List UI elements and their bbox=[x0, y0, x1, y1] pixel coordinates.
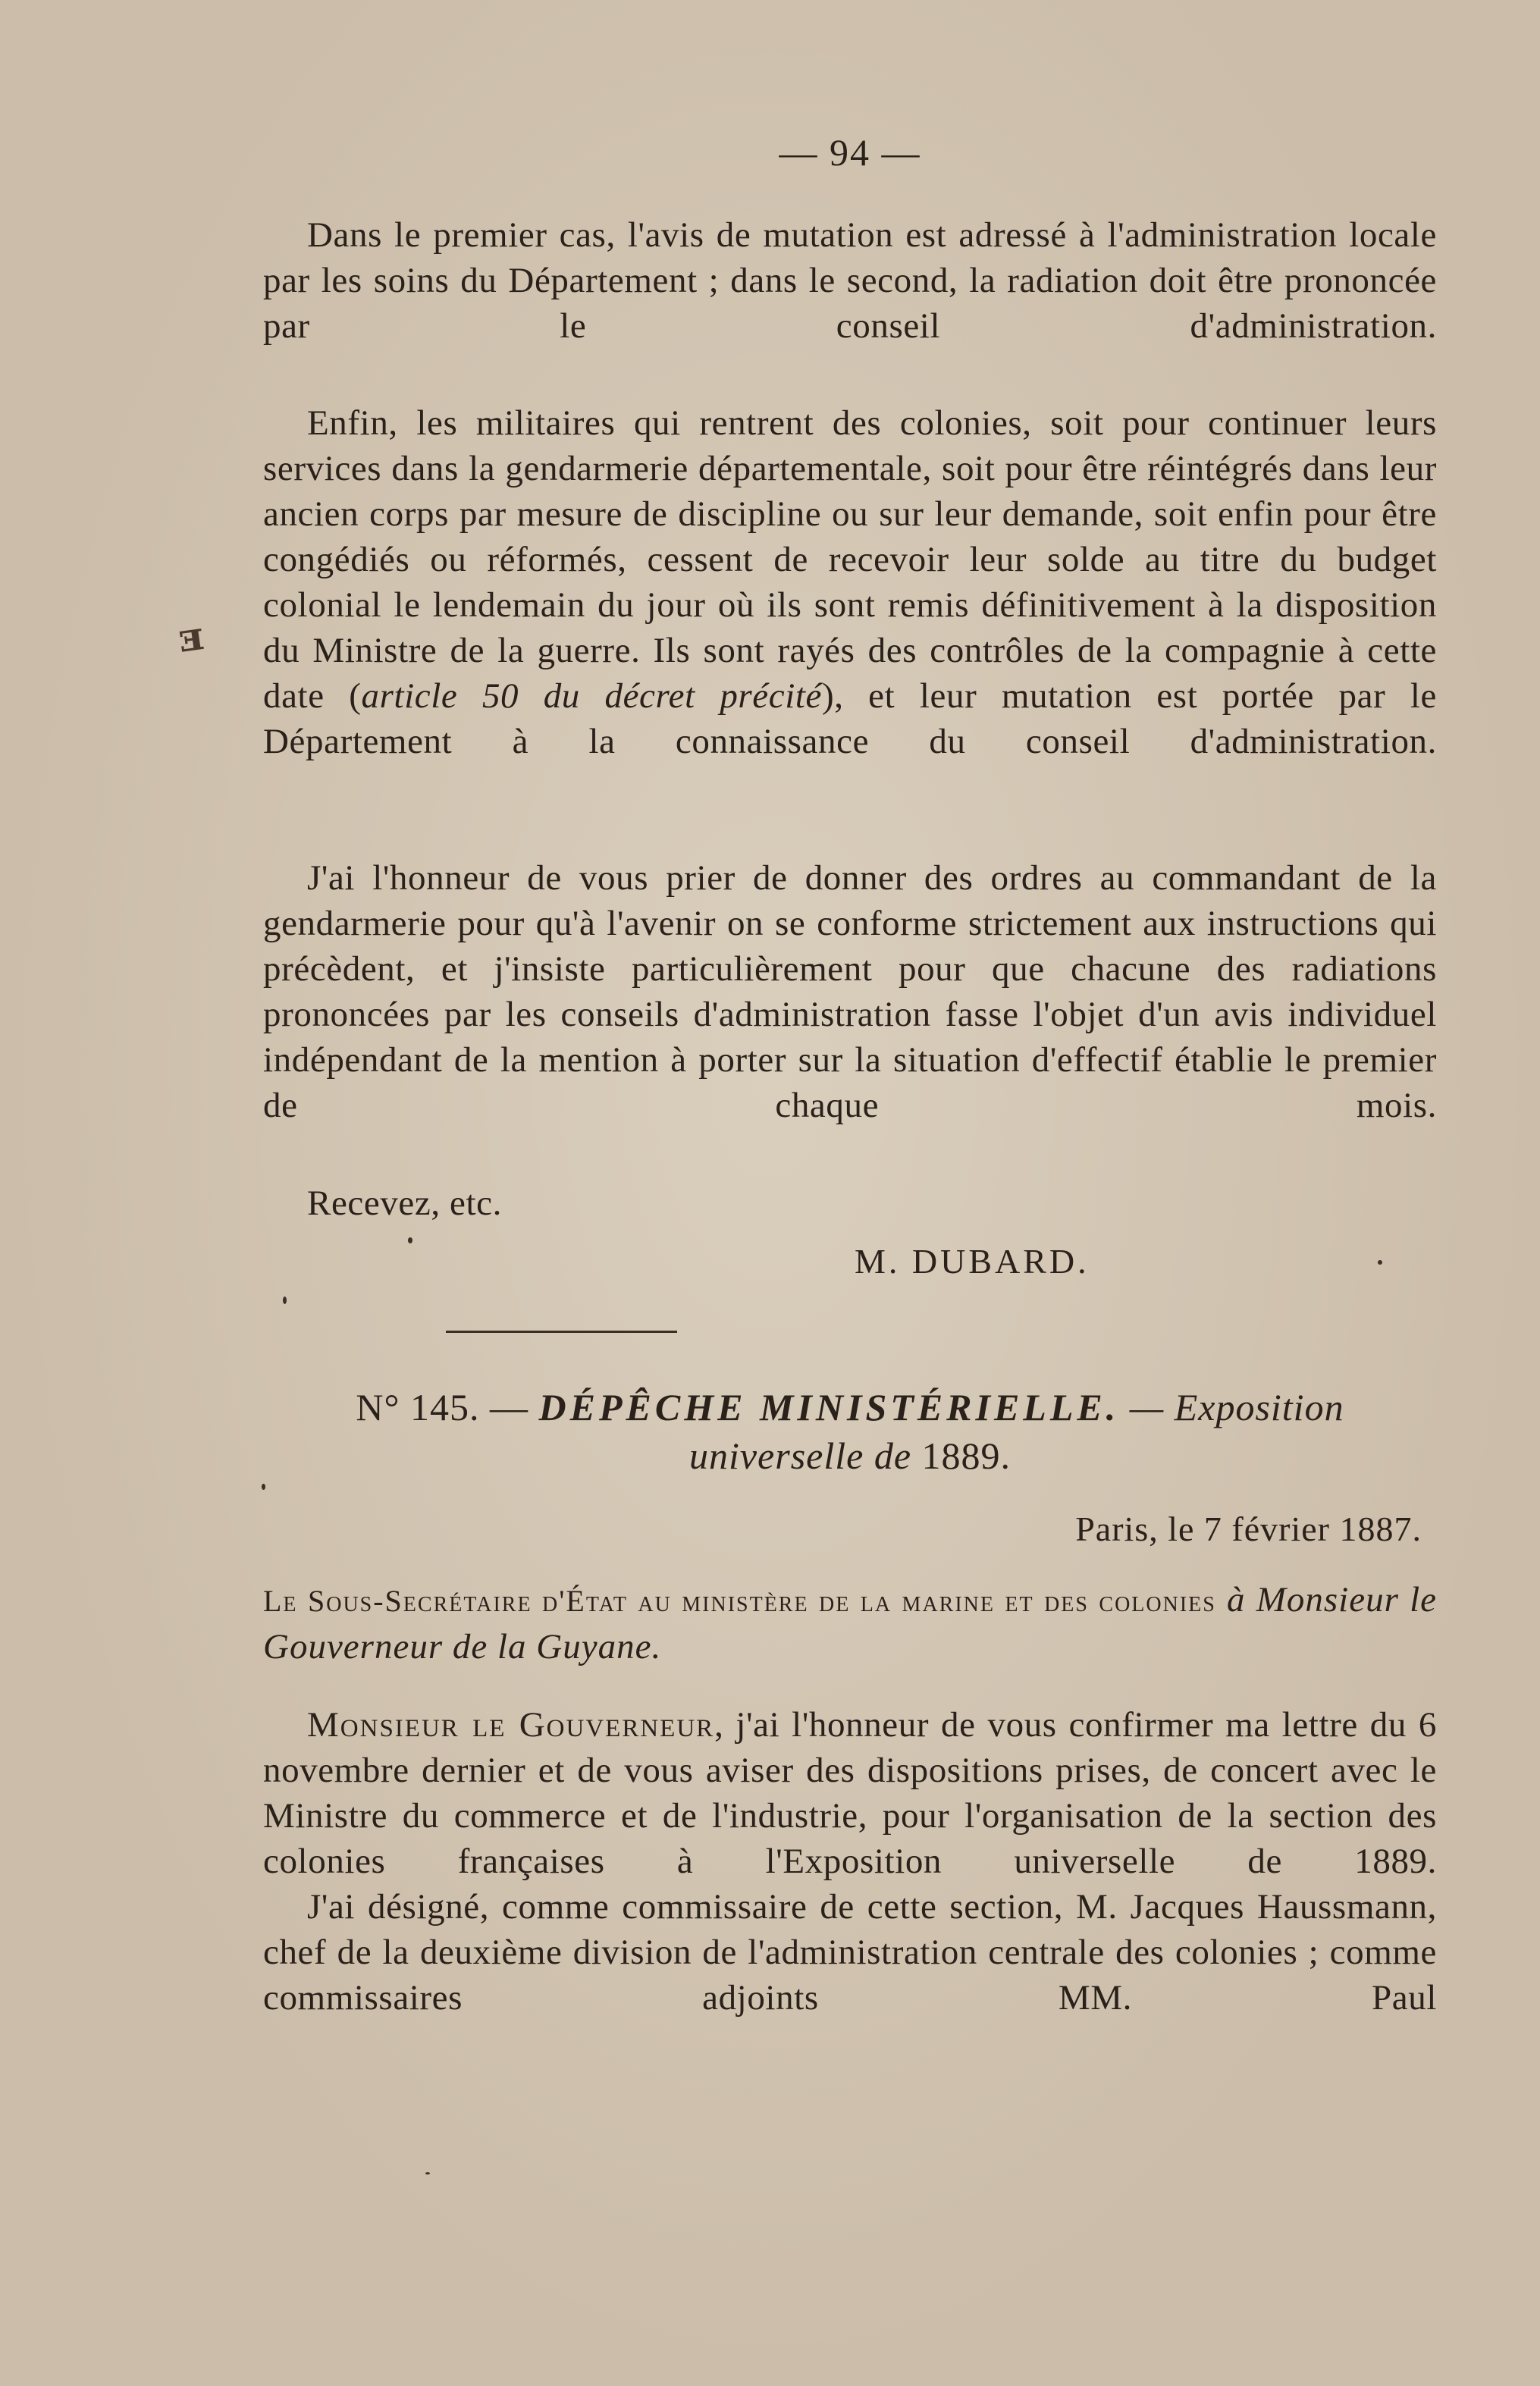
dispatch-date: Paris, le 7 février 1887. bbox=[1075, 1510, 1422, 1548]
paragraph-mutation-notice bbox=[263, 212, 1437, 349]
page-number: — 94 — bbox=[779, 131, 921, 174]
ink-speck bbox=[408, 1237, 412, 1243]
ink-speck bbox=[425, 2172, 430, 2174]
paragraph-text: , j'ai l'honneur de vous confirmer ma lettre du 6 novembre dernier et de vous aviser des dispositions prises, de concert avec le Ministre du commerce et de l'industrie, pour l'organisation de la section des colonies françaises à l'Exposition universelle de 1889. bbox=[263, 1705, 1437, 1881]
dispatch-subject: — Exposition bbox=[1119, 1386, 1344, 1428]
paragraph-text: Dans le premier cas, l'avis de mutation est adressé à l'administration locale par les soins du Département ; dans le second, la radiation doit être prononcée par le conseil d'administration. bbox=[263, 215, 1437, 346]
recipient: à Monsieur le Gouverneur de la Guyane. bbox=[263, 1580, 1437, 1666]
section-divider bbox=[446, 1331, 677, 1333]
paragraph-instructions bbox=[263, 855, 1437, 1128]
paragraph-exposition bbox=[263, 1702, 1437, 1884]
sender: Le Sous-Secrétaire d'État au ministère de la marine et des colonies bbox=[263, 1584, 1216, 1618]
dispatch-number: N° 145. bbox=[356, 1386, 480, 1428]
paragraph-closing bbox=[263, 1180, 1437, 1226]
salutation: Monsieur le Gouverneur bbox=[307, 1705, 715, 1745]
dispatch-heading bbox=[263, 1383, 1437, 1480]
dispatch-title: DÉPÊCHE MINISTÉRIELLE. bbox=[538, 1386, 1120, 1428]
paragraph-text: Enfin, les militaires qui rentrent des colonies, soit pour continuer leurs services dans la gendarmerie départementale, soit pour être réintégrés dans leur ancien corps par mesure de discipline ou sur leur demande, soit enfin pour être congédiés ou réformés, cessent de recevoir leur solde au titre du budget colonial le lendemain du jour où ils sont remis définitivement à la disposition du Ministre de la guerre. Ils sont rayés des contrôles de la compagnie à cette date ( bbox=[263, 403, 1437, 716]
ink-speck bbox=[283, 1296, 287, 1304]
dispatch-dash: — bbox=[479, 1386, 539, 1428]
paragraph-text: J'ai désigné, comme commissaire de cette section, M. Jacques Haussmann, chef de la deuxième division de l'administration centrale des colonies ; comme commissaires adjoints MM. Paul bbox=[263, 1887, 1437, 2018]
dispatch-subject-line2: universelle de bbox=[688, 1434, 912, 1477]
article-reference: article 50 du décret précité bbox=[361, 676, 823, 716]
address-line bbox=[263, 1577, 1437, 1671]
margin-mark: ⱻ bbox=[176, 615, 207, 661]
paragraph-text: Recevez, etc. bbox=[307, 1184, 502, 1223]
paragraph-colonial-return bbox=[263, 400, 1437, 764]
signature: M. DUBARD. bbox=[855, 1242, 1090, 1281]
dispatch-year: 1889. bbox=[911, 1434, 1012, 1477]
ink-speck bbox=[1378, 1260, 1382, 1265]
paragraph-text: J'ai l'honneur de vous prier de donner des ordres au commandant de la gendarmerie pour qu'à l'avenir on se conforme strictement aux instructions qui précèdent, et j'insiste particulièrement pour que chacune des radiations prononcées par les conseils d'administration fasse l'objet d'un avis individuel indépendant de la mention à porter sur la situation d'effectif établie le premier de chaque mois. bbox=[263, 858, 1437, 1125]
paragraph-commissioners bbox=[263, 1884, 1437, 2021]
paragraph-text: ), et leur mutation est portée par le Département à la connaissance du conseil d'administration. bbox=[263, 676, 1437, 761]
ink-speck bbox=[262, 1484, 265, 1490]
